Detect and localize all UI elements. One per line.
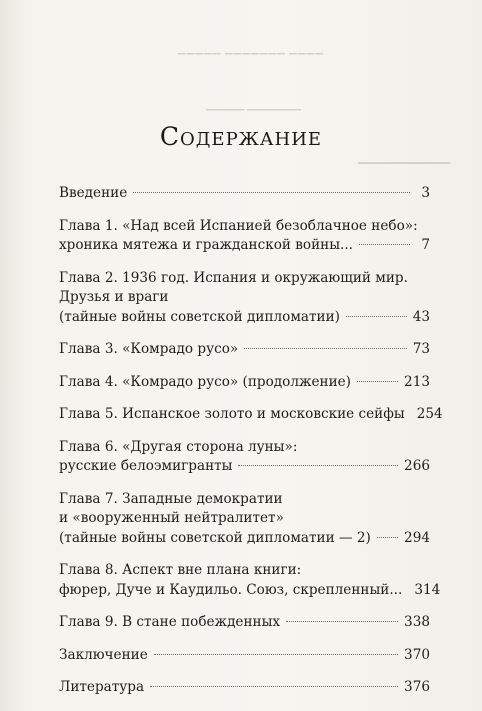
dot-leader (244, 348, 406, 349)
toc-entry-last-line (59, 613, 430, 633)
dot-leader (346, 316, 407, 317)
toc-entry (59, 340, 430, 360)
toc-entry-title-line: Глава 2. 1936 год. Испания и окружающий мир. (59, 269, 408, 286)
toc-page-number: 370 (404, 646, 430, 663)
toc-entry (59, 613, 430, 633)
toc-entry (59, 217, 430, 256)
toc-entry (59, 678, 430, 698)
bleed-through-text: ▁▁▁▁▁ ▁▁▁▁▁▁▁ ▁▁▁▁ (178, 44, 325, 55)
toc-entry-last-line (59, 373, 430, 393)
toc-entry-title-line: (тайные войны советской дипломатии — 2) (59, 529, 371, 546)
toc-entry-last-line (59, 236, 430, 256)
toc-entry-title-line: Глава 8. Аспект вне плана книги: (59, 562, 302, 578)
table-of-contents (59, 184, 443, 711)
dot-leader (377, 537, 398, 538)
toc-entry-title-line: Литература (59, 679, 145, 695)
toc-entry-title-line: и «вооруженный нейтралитет» (59, 510, 284, 526)
toc-entry-title-line: Друзья и враги (59, 289, 169, 305)
toc-entry-title-line: Глава 4. «Комрадо русо» (продолжение) (59, 373, 351, 390)
toc-page-number: 376 (404, 679, 430, 695)
toc-entry-last-line (59, 581, 441, 601)
bleed-through-text: ▁▁▁▁▁ ▁▁▁▁▁▁▁ (206, 100, 301, 111)
toc-entry (59, 646, 430, 666)
toc-entry (59, 269, 430, 328)
toc-entry (59, 373, 430, 393)
toc-entry-title-line: хроника мятежа и гражданской войны... (59, 237, 354, 253)
dot-leader (150, 686, 398, 687)
toc-entry-title-line: русские белоэмигранты (59, 458, 233, 474)
toc-page-number: 213 (404, 373, 430, 390)
toc-entry-title-line: Глава 1. «Над всей Испанией безоблачное небо»: (59, 217, 418, 234)
dot-leader (133, 192, 410, 193)
toc-entry (59, 438, 430, 477)
toc-page-number: 43 (412, 308, 430, 325)
toc-entry-last-line (59, 646, 430, 666)
bleed-through-text: ▁▁▁▁▁▁▁▁▁▁ (358, 150, 451, 164)
toc-entry-last-line (59, 529, 430, 549)
dot-leader (238, 465, 398, 466)
page-title: Содержание (159, 122, 323, 151)
toc-page-number: 314 (414, 581, 441, 598)
dot-leader (286, 621, 398, 622)
toc-page-number: 254 (416, 406, 443, 422)
toc-page-number: 338 (404, 614, 430, 630)
toc-entry (59, 405, 443, 425)
toc-entry (59, 561, 441, 600)
dot-leader (357, 381, 398, 382)
toc-entry-last-line (59, 184, 430, 204)
toc-entry-last-line (59, 405, 443, 425)
toc-entry-title-line: Заключение (59, 646, 148, 663)
toc-entry (59, 184, 430, 204)
toc-entry-last-line (59, 457, 430, 477)
toc-entry (59, 490, 430, 549)
toc-entry-title-line: фюрер, Дуче и Каудильо. Союз, скрепленный... (59, 581, 403, 598)
toc-entry-title-line: Глава 7. Западные демократии (59, 490, 283, 507)
toc-entry-title-line: Глава 3. «Комрадо русо» (59, 341, 239, 357)
toc-entry-title-line: Введение (59, 185, 128, 201)
toc-entry-last-line (59, 308, 430, 328)
toc-page-number: 266 (404, 458, 430, 474)
toc-page-number: 7 (421, 237, 430, 253)
toc-page-number: 294 (404, 529, 430, 546)
toc-entry-title-line: Глава 6. «Другая сторона луны»: (59, 438, 298, 455)
toc-entry-last-line (59, 340, 430, 360)
toc-page-number: 3 (421, 185, 430, 201)
toc-entry-title-line: (тайные войны советской дипломатии) (59, 308, 340, 325)
toc-entry-title-line: Глава 5. Испанское золото и московские сейфы (59, 406, 405, 422)
dot-leader (359, 244, 410, 245)
toc-entry-title-line: Глава 9. В стане побежденных (59, 614, 281, 630)
toc-page-number: 73 (412, 341, 430, 357)
dot-leader (154, 654, 398, 655)
toc-entry-last-line (59, 678, 430, 698)
